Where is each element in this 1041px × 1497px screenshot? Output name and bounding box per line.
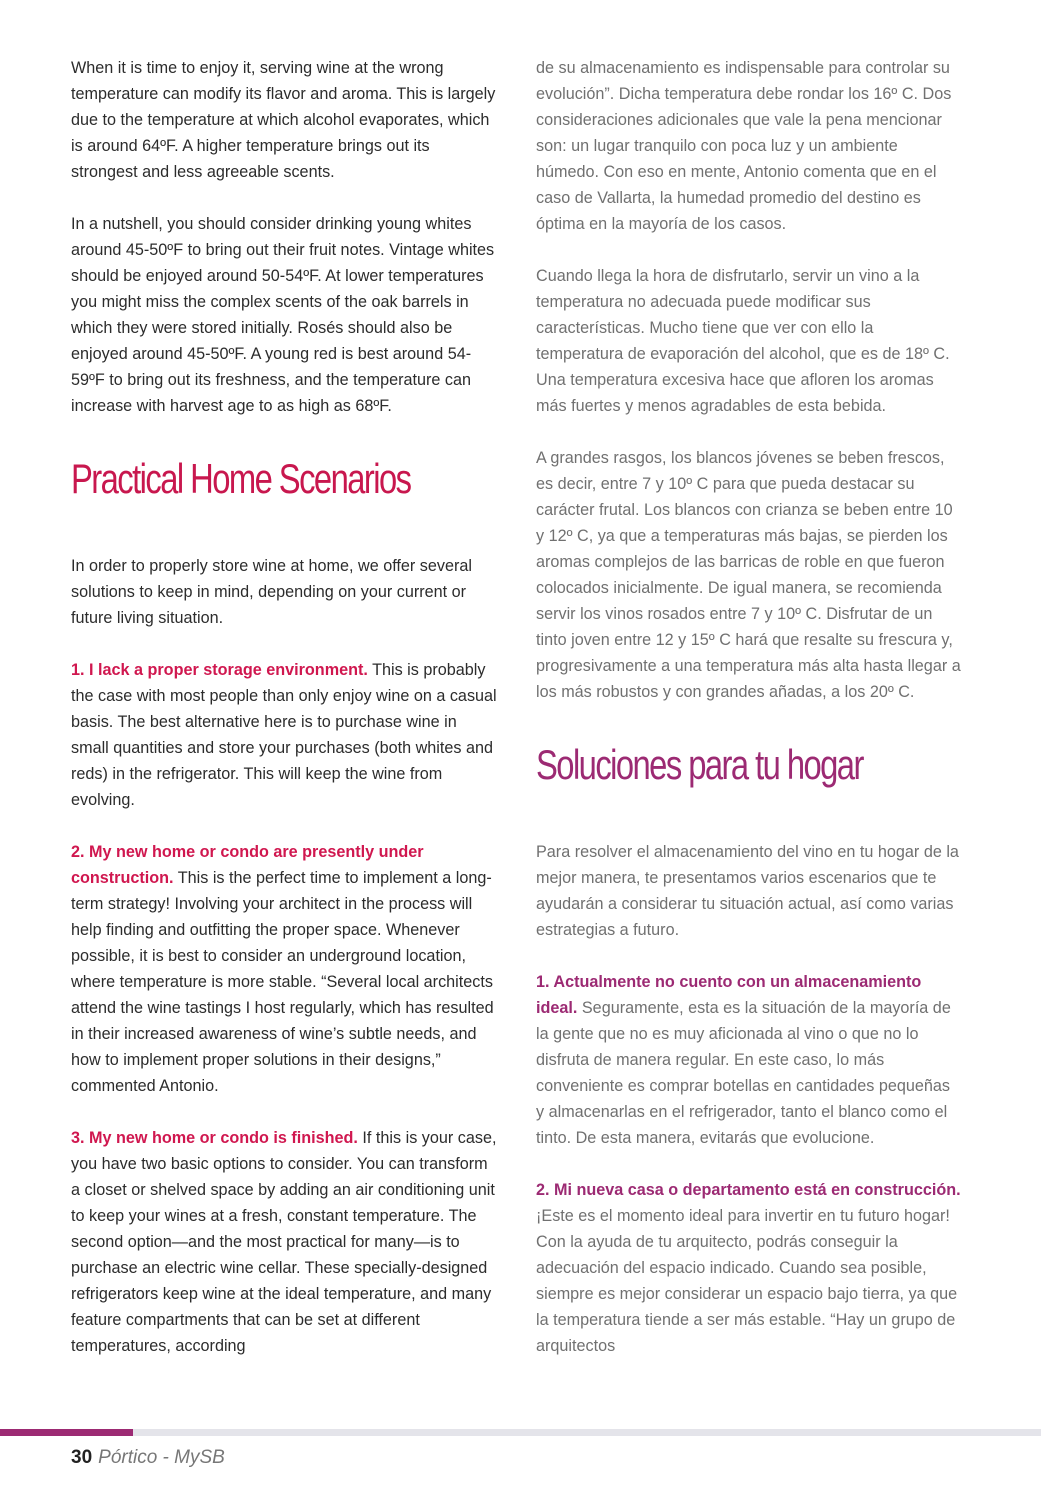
magazine-name: Pórtico - MySB: [98, 1447, 225, 1468]
paragraph: Cuando llega la hora de disfrutarlo, servir un vino a la temperatura no adecuada puede modificar sus características. Mucho tiene que ver con ello la temperatura de evaporación del alcohol, que es de 18º C. Una temperatura excesiva hace que afloren los aromas más fuertes y menos agradables de esta bebida.: [536, 267, 950, 415]
scenario-text: If this is your case, you have two basic options to consider. You can transform a closet or shelved space by adding an air conditioning unit to keep your wines at a fresh, constant temperature. The second option—and the most practical for many—is to purchase an electric wine cellar. These specially-designed refrigerators keep wine at the ideal temperature, and many feature compartments that can be set at different temperatures, according: [71, 1129, 497, 1355]
scenario-1: [536, 969, 962, 1151]
scenario-3: [71, 1125, 497, 1359]
page-number: 30: [71, 1447, 93, 1468]
section-intro: In order to properly store wine at home, we offer several solutions to keep in mind, depending on your current or future living situation.: [71, 557, 472, 627]
footer-accent-bar: [0, 1429, 133, 1436]
section-heading: Practical Home Scenarios: [71, 455, 411, 502]
page-footer: [71, 1444, 225, 1472]
paragraph: A grandes rasgos, los blancos jóvenes se beben frescos, es decir, entre 7 y 10º C para que pueda destacar su carácter frutal. Los blancos con crianza se beben entre 10 y 12º C, ya que a temperaturas más bajas, se pierden los aromas complejos de las barricas de roble en que fueron colocados inicialmente. De igual manera, se recomienda servir los vinos rosados entre 7 y 10º C. Disfrutar de un tinto joven entre 12 y 15º C hará que resalte su frescura y, progresivamente a una temperatura más alta hasta llegar a los más robustos y con grandes añadas, a los 20º C.: [536, 449, 961, 701]
scenario-1: [71, 657, 497, 813]
footer-divider: [0, 1429, 1041, 1436]
scenario-text: This is probably the case with most people than only enjoy wine on a casual basis. The best alternative here is to purchase wine in small quantities and store your purchases (both whites and reds) in the refrigerator. This will keep the wine from evolving.: [71, 661, 497, 809]
scenario-2: [71, 839, 497, 1099]
scenario-lead: 2. Mi nueva casa o departamento está en construcción.: [536, 1181, 961, 1199]
scenario-text: ¡Este es el momento ideal para invertir en tu futuro hogar! Con la ayuda de tu arquitecto, podrás conseguir la adecuación del espacio indicado. Cuando sea posible, siempre es mejor considerar un espacio bajo tierra, ya que la temperatura tiende a ser más estable. “Hay un grupo de arquitectos: [536, 1207, 958, 1355]
scenario-lead: 1. I lack a proper storage environment.: [71, 661, 368, 679]
scenario-text: Seguramente, esta es la situación de la mayoría de la gente que no es muy aficionada al vino o que no lo disfruta de manera regular. En este caso, lo más conveniente es comprar botellas en cantidades pequeñas y almacenarlas en el refrigerador, tanto el blanco como el tinto. De esta manera, evitarás que evolucione.: [536, 999, 951, 1147]
left-column: [71, 55, 497, 1359]
paragraph: When it is time to enjoy it, serving wine at the wrong temperature can modify its flavor and aroma. This is largely due to the temperature at which alcohol evaporates, which is around 64ºF. A higher temperature brings out its strongest and less agreeable scents.: [71, 59, 496, 181]
right-column: [536, 55, 962, 1359]
scenario-text: This is the perfect time to implement a long-term strategy! Involving your architect in the process will help finding and outfitting the proper space. Whenever possible, it is best to consider an underground location, where temperature is more stable. “Several local architects attend the wine tastings I host regularly, which has resulted in their increased awareness of wine’s subtle needs, and how to implement proper solutions in their designs,” commented Antonio.: [71, 869, 494, 1095]
scenario-lead: 1. Actualmente no cuento con un almacenamiento ideal.: [536, 973, 922, 1017]
section-heading: Soluciones para tu hogar: [536, 741, 863, 788]
paragraph: de su almacenamiento es indispensable para controlar su evolución”. Dicha temperatura debe rondar los 16º C. Dos consideraciones adicionales que vale la pena mencionar son: un lugar tranquilo con poca luz y un ambiente húmedo. Con eso en mente, Antonio comenta que en el caso de Vallarta, la humedad promedio del destino es óptima en la mayoría de los casos.: [536, 59, 952, 233]
paragraph: In a nutshell, you should consider drinking young whites around 45-50ºF to bring out their fruit notes. Vintage whites should be enjoyed around 50-54ºF. At lower temperatures you might miss the complex scents of the oak barrels in which they were stored initially. Rosés should also be enjoyed around 45-50ºF. A young red is best around 54-59ºF to bring out its freshness, and the temperature can increase with harvest age to as high as 68ºF.: [71, 215, 495, 415]
scenario-2: [536, 1177, 962, 1359]
scenario-lead: 2. My new home or condo are presently under construction.: [71, 843, 424, 887]
section-intro: Para resolver el almacenamiento del vino en tu hogar de la mejor manera, te presentamos varios escenarios que te ayudarán a considerar tu situación actual, así como varias estrategias a futuro.: [536, 843, 959, 939]
scenario-lead: 3. My new home or condo is finished.: [71, 1129, 358, 1147]
